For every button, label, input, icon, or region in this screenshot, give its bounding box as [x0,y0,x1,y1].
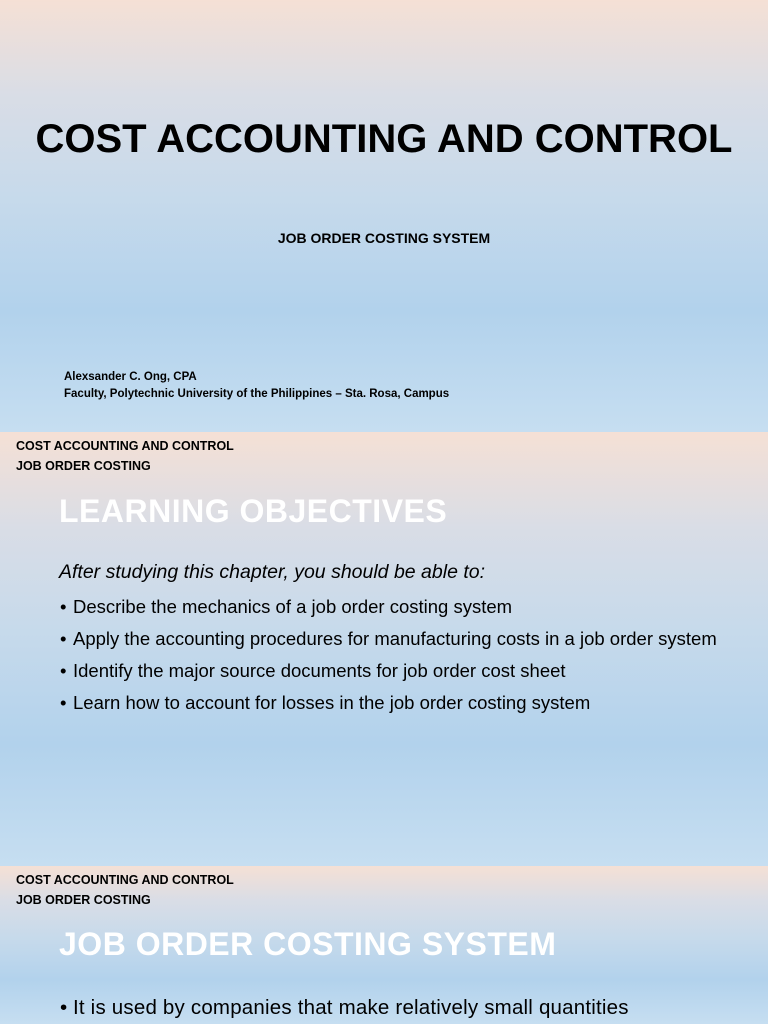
slide-header [16,871,234,910]
objectives-intro: After studying this chapter, you should be able to: [59,561,486,583]
slide-header-course: COST ACCOUNTING AND CONTROL [16,873,234,887]
bullet-icon: • [60,596,67,617]
job-order-costing-slide [0,866,768,1024]
slide-header-course: COST ACCOUNTING AND CONTROL [16,439,234,453]
list-item [60,594,720,619]
author-block [64,369,449,403]
list-item-text: Apply the accounting procedures for manufacturing costs in a job order system [73,628,717,649]
list-item-text: Describe the mechanics of a job order costing system [73,596,513,617]
learning-objectives-slide [0,432,768,866]
title-slide [0,0,768,432]
presentation-subtitle: JOB ORDER COSTING SYSTEM [277,230,491,246]
slide-header-topic: JOB ORDER COSTING [16,892,151,907]
bullet-icon: • [60,692,67,713]
bullet-icon: • [60,628,67,649]
list-item [60,658,720,683]
list-item-text: Learn how to account for losses in the job order costing system [73,692,591,713]
slide-header [16,437,234,476]
bullet-icon: • [60,660,67,681]
author-affiliation: Faculty, Polytechnic University of the Philippines – Sta. Rosa, Campus [64,388,450,400]
objectives-list [60,594,720,722]
list-item [60,994,760,1022]
definition-list [60,994,760,1022]
slide-header-topic: JOB ORDER COSTING [16,458,151,473]
section-heading: JOB ORDER COSTING SYSTEM [59,926,557,962]
author-name: Alexsander C. Ong, CPA [64,371,197,383]
list-item [60,690,720,715]
section-heading: LEARNING OBJECTIVES [59,493,448,529]
list-item [60,626,720,651]
list-item-text: Identify the major source documents for job order cost sheet [73,660,566,681]
presentation-title: COST ACCOUNTING AND CONTROL [35,117,733,161]
bullet-icon: • [60,996,68,1019]
list-item-text: It is used by companies that make relatively small quantities [73,996,629,1019]
